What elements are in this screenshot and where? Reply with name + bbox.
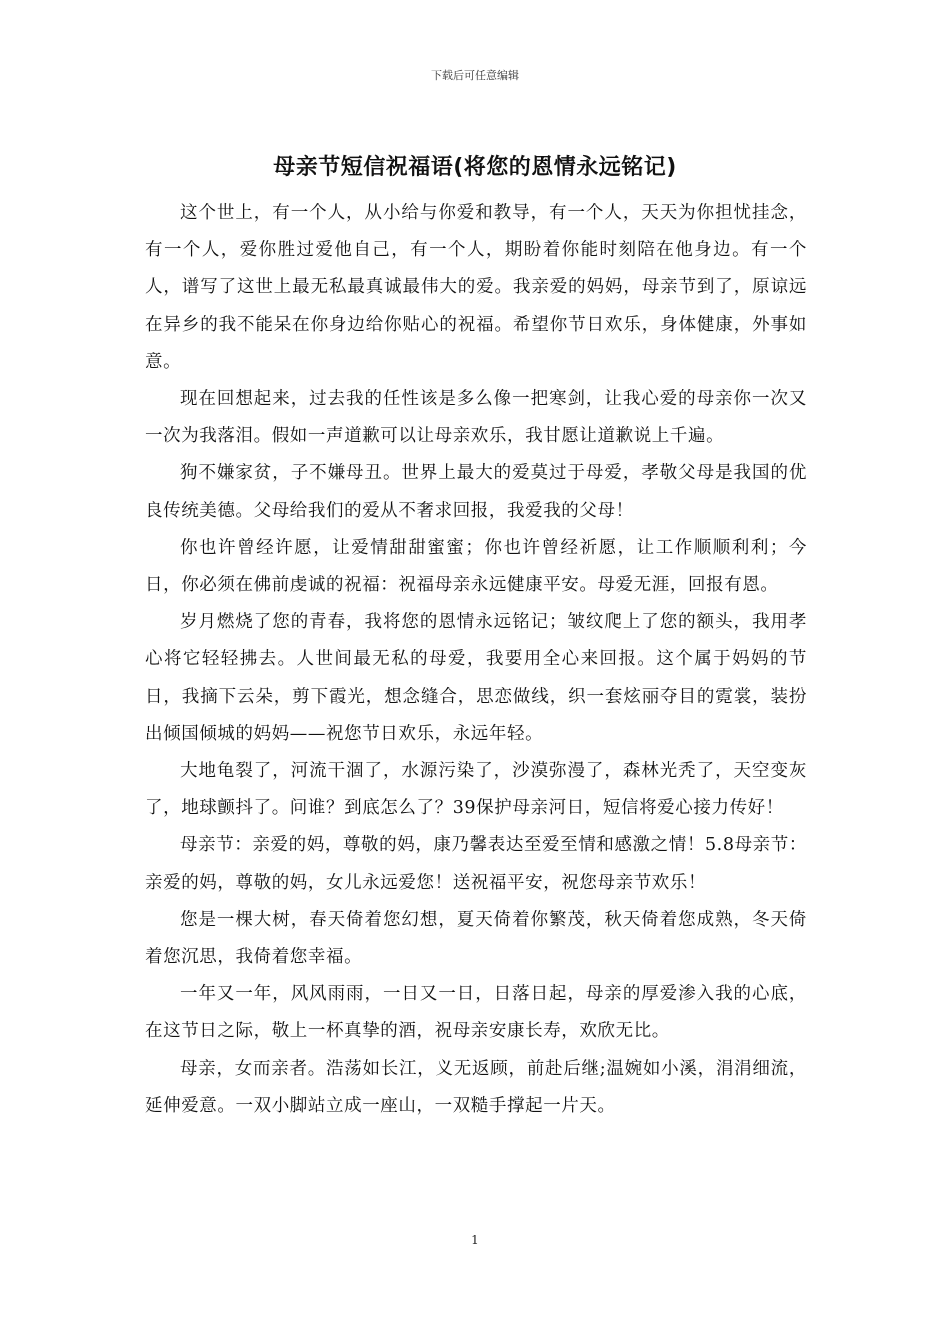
- paragraph: 你也许曾经许愿，让爱情甜甜蜜蜜；你也许曾经祈愿，让工作顺顺利利；今日，你必须在佛前虔诚的祝福：祝福母亲永远健康平安。母爱无涯，回报有恩。: [145, 537, 807, 596]
- paragraph: 母亲节：亲爱的妈，尊敬的妈，康乃馨表达至爱至情和感激之情！5.8母亲节：亲爱的妈，尊敬的妈，女儿永远爱您！送祝福平安，祝您母亲节欢乐！: [145, 835, 807, 893]
- document-title: 母亲节短信祝福语(将您的恩情永远铭记): [273, 155, 677, 180]
- paragraph: 岁月燃烧了您的青春，我将您的恩情永远铭记；皱纹爬上了您的额头，我用孝心将它轻轻拂去。人世间最无私的母爱，我要用全心来回报。这个属于妈妈的节日，我摘下云朵，剪下霞光，想念缝合，思恋做线，织一套炫丽夺目的霓裳，装扮出倾国倾城的妈妈——祝您节日欢乐，永远年轻。: [145, 612, 807, 744]
- paragraph: 这个世上，有一个人，从小给与你爱和教导，有一个人，天天为你担忧挂念，有一个人，爱你胜过爱他自己，有一个人，期盼着你能时刻陪在他身边。有一个人，谱写了这世上最无私最真诚最伟大的爱。我亲爱的妈妈，母亲节到了，原谅远在异乡的我不能呆在你身边给你贴心的祝福。希望你节日欢乐，身体健康，外事如意。: [145, 203, 807, 372]
- paragraph: 大地龟裂了，河流干涸了，水源污染了，沙漠弥漫了，森林光秃了，天空变灰了，地球颤抖了。问谁？到底怎么了？39保护母亲河日，短信将爱心接力传好！: [145, 761, 807, 819]
- header-note: 下载后可任意编辑: [431, 69, 519, 82]
- document-body: [145, 195, 807, 1125]
- paragraph: 现在回想起来，过去我的任性该是多么像一把寒剑，让我心爱的母亲你一次又一次为我落泪。假如一声道歉可以让母亲欢乐，我甘愿让道歉说上千遍。: [145, 389, 807, 447]
- paragraph: 母亲，女而亲者。浩荡如长江，义无返顾，前赴后继;温婉如小溪，涓涓细流，延伸爱意。一双小脚站立成一座山，一双糙手撑起一片天。: [145, 1058, 807, 1116]
- paragraph: 一年又一年，风风雨雨，一日又一日，日落日起，母亲的厚爱渗入我的心底，在这节日之际，敬上一杯真挚的酒，祝母亲安康长寿，欢欣无比。: [145, 984, 807, 1042]
- paragraph: 您是一棵大树，春天倚着您幻想，夏天倚着你繁茂，秋天倚着您成熟，冬天倚着您沉思，我倚着您幸福。: [145, 909, 807, 968]
- page-number: 1: [471, 1233, 479, 1247]
- paragraph: 狗不嫌家贫，子不嫌母丑。世界上最大的爱莫过于母爱，孝敬父母是我国的优良传统美德。父母给我们的爱从不奢求回报，我爱我的父母！: [145, 463, 807, 521]
